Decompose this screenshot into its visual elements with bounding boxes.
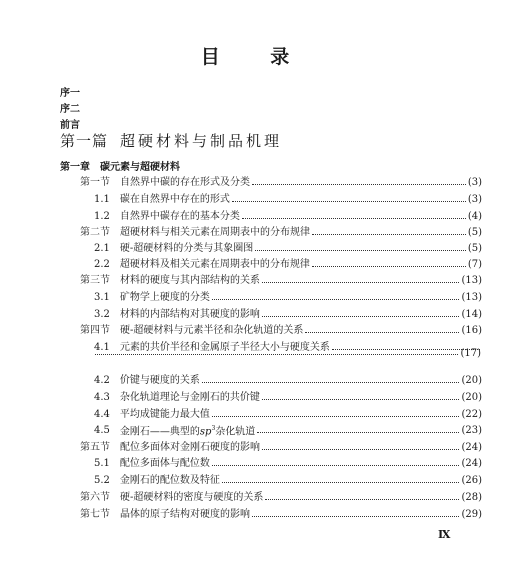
toc-entry-number: 第一节 bbox=[80, 177, 110, 188]
chapter-number: 第一章 bbox=[60, 162, 90, 173]
toc-entry-page: (22) bbox=[461, 409, 482, 420]
toc-entry-title: 元素的共价半径和金属原子半径大小与硬度关系 bbox=[119, 342, 330, 353]
toc-entry-number: 2.1 bbox=[94, 243, 110, 254]
leader-dots bbox=[262, 442, 459, 450]
toc-entry bbox=[80, 226, 482, 240]
toc-entry bbox=[80, 324, 482, 338]
leader-dots bbox=[257, 425, 459, 433]
toc-entry-number: 第二节 bbox=[80, 227, 110, 238]
toc-entry-page: (16) bbox=[461, 325, 482, 336]
toc-entry-title: 碳在自然界中存在的形式 bbox=[119, 194, 230, 205]
toc-entry bbox=[94, 424, 482, 438]
toc-entry-title: 材料的内部结构对其硬度的影响 bbox=[119, 309, 260, 320]
leader-dots bbox=[252, 177, 466, 185]
toc-entry bbox=[94, 210, 482, 224]
front-matter-preface-2: 序二 bbox=[60, 104, 80, 115]
toc-entry-title: 杂化轨道理论与金刚石的共价键 bbox=[119, 392, 260, 403]
toc-entry-title: 硬-超硬材料与元素半径和杂化轨道的关系 bbox=[120, 325, 304, 336]
toc-entry bbox=[80, 491, 482, 505]
toc-entry-page: (28) bbox=[461, 492, 482, 503]
leader-dots bbox=[232, 194, 466, 202]
toc-entry-number: 4.3 bbox=[94, 392, 110, 403]
toc-entry-page: (7) bbox=[467, 259, 482, 270]
toc-entry-page: (13) bbox=[461, 275, 482, 286]
toc-entry-page: (24) bbox=[461, 458, 482, 469]
toc-entry bbox=[94, 308, 482, 322]
toc-entry-page: (5) bbox=[467, 227, 482, 238]
leader-dots bbox=[252, 509, 459, 517]
toc-entry-number: 4.4 bbox=[94, 409, 110, 420]
leader-dots bbox=[222, 475, 460, 483]
toc-entry-number: 4.5 bbox=[94, 425, 110, 436]
toc-entry bbox=[80, 508, 482, 522]
toc-entry-page: (23) bbox=[461, 425, 482, 436]
toc-entry-number: 3.1 bbox=[94, 292, 110, 303]
toc-entry-number: 4.1 bbox=[94, 342, 110, 353]
toc-entry-page: (17) bbox=[460, 347, 481, 359]
toc-entry bbox=[94, 374, 482, 388]
toc-entry bbox=[94, 258, 482, 272]
toc-entry-page: (26) bbox=[461, 475, 482, 486]
toc-entry-page: (29) bbox=[461, 509, 482, 520]
part-title: 超硬材料与制品机理 bbox=[120, 132, 283, 150]
toc-entry-title: 自然界中碳的存在形式及分类 bbox=[120, 177, 250, 188]
chapter-title: 碳元素与超硬材料 bbox=[100, 162, 180, 173]
toc-entry-number: 5.1 bbox=[94, 458, 110, 469]
toc-entry-number: 第四节 bbox=[80, 325, 110, 336]
toc-entry-page: (20) bbox=[461, 375, 482, 386]
toc-entry-page: (24) bbox=[461, 442, 482, 453]
toc-entry bbox=[94, 474, 482, 488]
toc-entry bbox=[94, 193, 482, 207]
toc-entry bbox=[94, 291, 482, 305]
toc-entry-number: 5.2 bbox=[94, 475, 110, 486]
toc-entry-number: 第五节 bbox=[80, 442, 110, 453]
toc-entry bbox=[94, 457, 482, 471]
toc-entry-page: (5) bbox=[467, 243, 482, 254]
toc-entry-page: (13) bbox=[461, 292, 482, 303]
leader-dots bbox=[212, 458, 460, 466]
leader-dots bbox=[305, 325, 459, 333]
leader-dots bbox=[262, 275, 459, 283]
part-heading bbox=[60, 130, 282, 151]
toc-entry bbox=[80, 176, 482, 190]
toc-entry-title: 金刚石——典型的$sp^3$杂化轨道 bbox=[119, 425, 256, 438]
toc-entry-title: 晶体的原子结构对硬度的影响 bbox=[120, 509, 250, 520]
toc-entry-title: 矿物学上硬度的分类 bbox=[119, 292, 210, 303]
toc-entry-page: (4) bbox=[467, 211, 482, 222]
toc-entry-page: (14) bbox=[461, 309, 482, 320]
toc-entry-number: 第六节 bbox=[80, 492, 110, 503]
toc-entry-title: 平均成键能力最大值 bbox=[119, 409, 210, 420]
leader-dots bbox=[265, 492, 459, 500]
chapter-heading bbox=[60, 158, 180, 173]
toc-entry bbox=[80, 441, 482, 455]
toc-entry-number: 1.2 bbox=[94, 211, 110, 222]
toc-entry-number: 第七节 bbox=[80, 509, 110, 520]
toc-entry-title: 配位多面体与配位数 bbox=[119, 458, 210, 469]
toc-entry bbox=[94, 408, 482, 422]
toc-entry-title: 配位多面体对金刚石硬度的影响 bbox=[120, 442, 260, 453]
leader-dots bbox=[202, 375, 460, 383]
toc-entry bbox=[94, 242, 482, 256]
toc-entry bbox=[94, 391, 482, 405]
toc-entry-number: 4.2 bbox=[94, 375, 110, 386]
toc-entry-page: (20) bbox=[461, 392, 482, 403]
toc-entry-title: 自然界中碳存在的基本分类 bbox=[119, 211, 240, 222]
front-matter-foreword: 前言 bbox=[60, 120, 80, 131]
toc-continuation-line bbox=[95, 346, 481, 360]
leader-dots bbox=[255, 243, 466, 251]
toc-entry bbox=[80, 274, 482, 288]
toc-entry-title: 超硬材料与相关元素在周期表中的分布规律 bbox=[120, 227, 310, 238]
toc-entry-title: 超硬材料及相关元素在周期表中的分布规律 bbox=[119, 259, 310, 270]
page-folio: Ⅸ bbox=[438, 528, 451, 541]
toc-entry-page: (3) bbox=[467, 177, 482, 188]
toc-entry-title: 硬-超硬材料的密度与硬度的关系 bbox=[120, 492, 264, 503]
leader-dots bbox=[312, 259, 466, 267]
toc-entry-page: (3) bbox=[467, 194, 482, 205]
toc-entry-title: 金刚石的配位数及特征 bbox=[119, 475, 220, 486]
toc-entry-number: 第三节 bbox=[80, 275, 110, 286]
toc-title: 目 录 bbox=[200, 46, 312, 68]
leader-dots bbox=[262, 309, 460, 317]
toc-entry-title: 材料的硬度与其内部结构的关系 bbox=[120, 275, 260, 286]
leader-dots bbox=[95, 347, 458, 355]
toc-entry-number: 2.2 bbox=[94, 259, 110, 270]
leader-dots bbox=[312, 227, 466, 235]
toc-entry-title: 硬-超硬材料的分类与其象圈图 bbox=[119, 243, 254, 254]
part-number: 第一篇 bbox=[60, 132, 109, 150]
toc-entry-number: 1.1 bbox=[94, 194, 110, 205]
toc-entry-title: 价键与硬度的关系 bbox=[119, 375, 200, 386]
leader-dots bbox=[262, 392, 460, 400]
leader-dots bbox=[242, 211, 466, 219]
toc-entry-number: 3.2 bbox=[94, 309, 110, 320]
front-matter-preface-1: 序一 bbox=[60, 88, 80, 99]
leader-dots bbox=[212, 409, 460, 417]
leader-dots bbox=[212, 292, 460, 300]
